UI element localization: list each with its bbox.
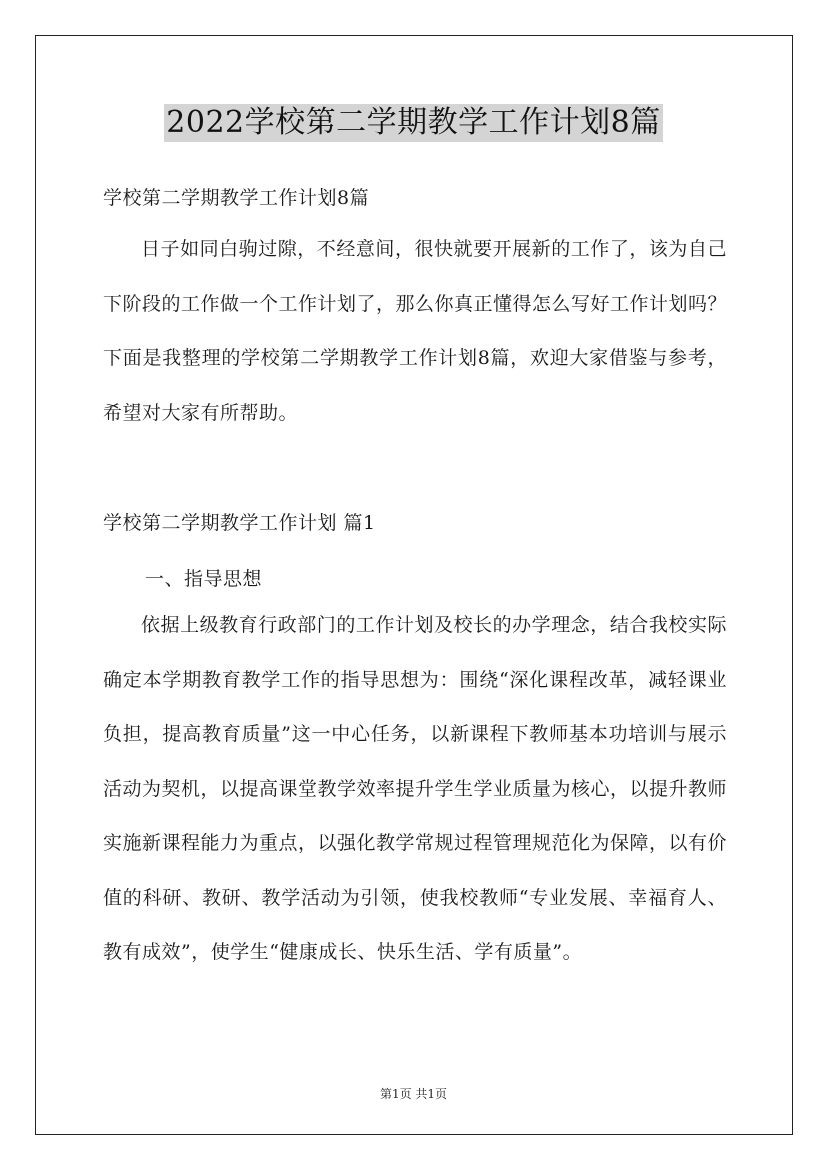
document-title-block <box>0 104 827 142</box>
subsection-heading: 一、指导思想 <box>145 568 263 590</box>
document-title: 2022学校第二学期教学工作计划8篇 <box>166 105 661 140</box>
page-number-footer: 第1页 共1页 <box>379 1087 448 1101</box>
body-paragraph: 依据上级教育行政部门的工作计划及校长的办学理念，结合我校实际确定本学期教育教学工作的指导思想为：围绕“深化课程改革，减轻课业负担，提高教育质量”这一中心任务，以新课程下教师基本功培训与展示活动为契机，以提高课堂教学效率提升学生学业质量为核心，以提升教师实施新课程能力为重点，以强化教学常规过程管理规范化为保障，以有价值的科研、教研、教学活动为引领，使我校教师“专业发展、幸福育人、教有成效”，使学生“健康成长、快乐生活、学有质量”。 <box>103 614 728 963</box>
intro-paragraph: 日子如同白驹过隙，不经意间，很快就要开展新的工作了，该为自己下阶段的工作做一个工作计划了，那么你真正懂得怎么写好工作计划吗？下面是我整理的学校第二学期教学工作计划8篇，欢迎大家借鉴与参考，希望对大家有所帮助。 <box>103 238 728 424</box>
section-heading: 学校第二学期教学工作计划 篇1 <box>103 512 376 534</box>
document-subtitle: 学校第二学期教学工作计划8篇 <box>103 187 370 209</box>
